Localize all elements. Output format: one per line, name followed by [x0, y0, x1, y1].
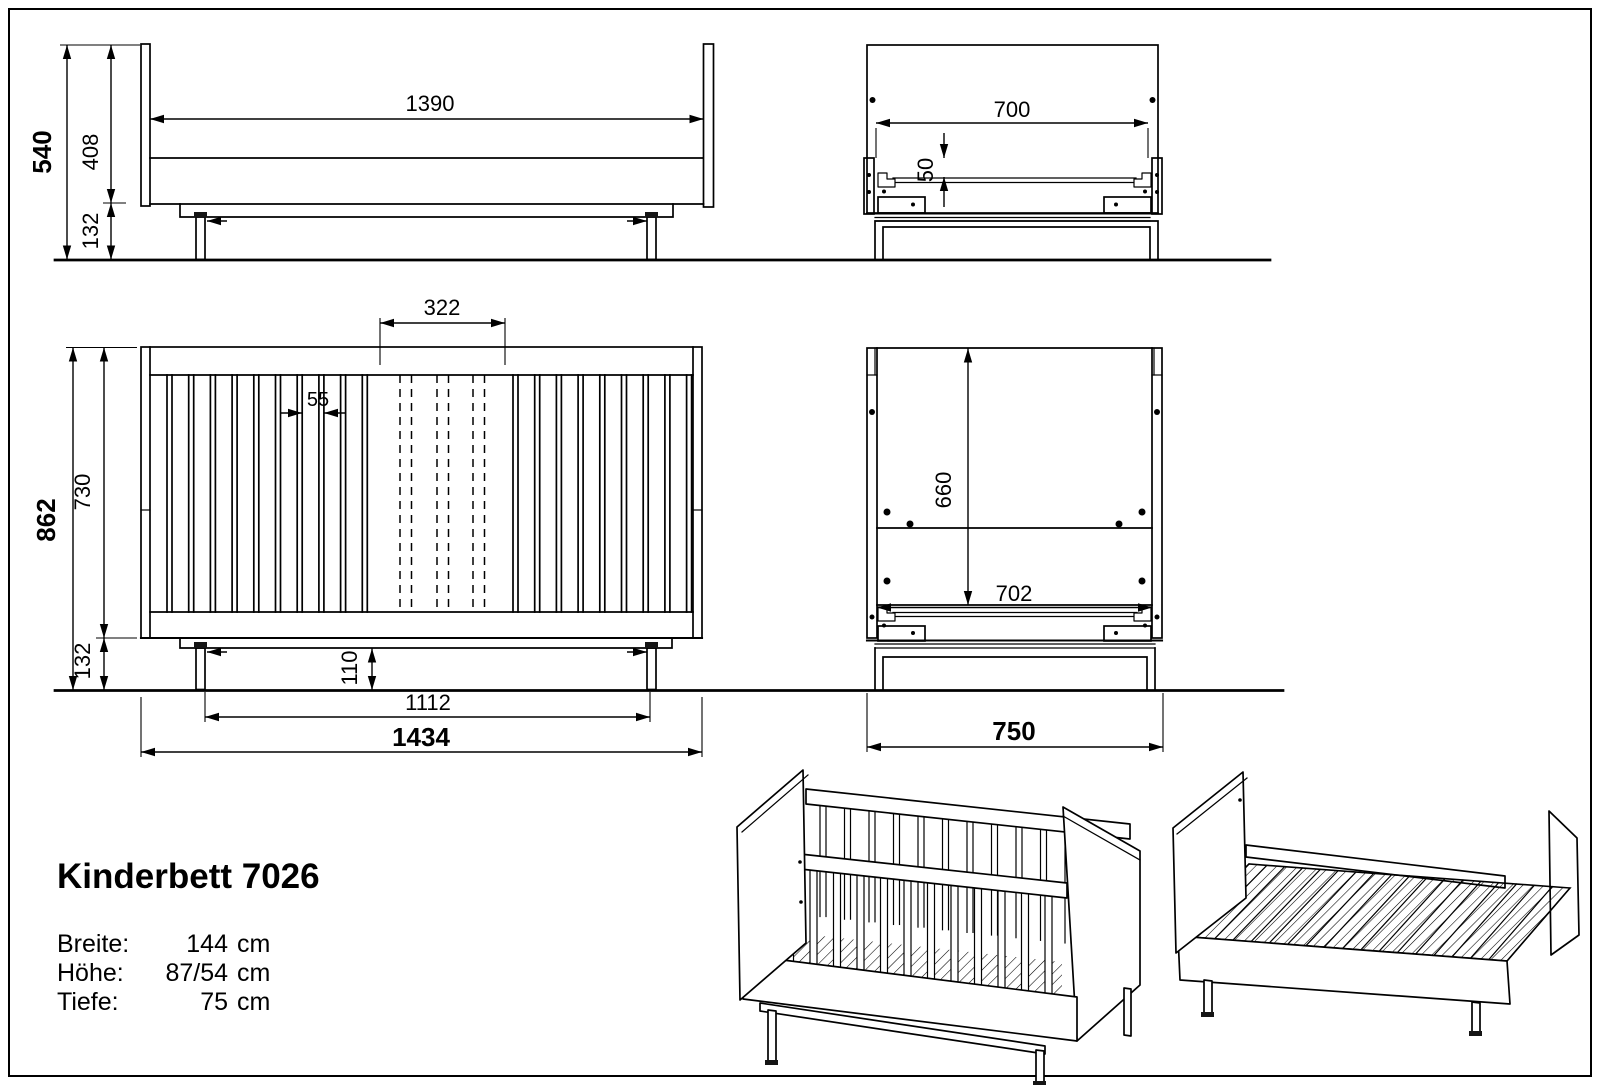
front-left-leg: [1204, 980, 1212, 1015]
right-leg-mount: [645, 212, 658, 218]
dim-label-1390: 1390: [405, 91, 455, 116]
front-slat: [975, 888, 982, 985]
floor-support-hole: [884, 509, 891, 516]
spec-value-tiefe: 75: [200, 988, 228, 1016]
post-hole: [1155, 615, 1160, 620]
dim-label-730: 730: [70, 473, 95, 511]
dim-label-660: 660: [931, 471, 956, 509]
spec-label-tiefe: Tiefe:: [57, 988, 119, 1016]
front-right-leg: [1472, 1002, 1480, 1034]
panel-screw: [799, 900, 803, 904]
panel-hole-left: [870, 97, 876, 103]
spec-label-breite: Breite:: [57, 930, 130, 958]
front-slat: [1022, 893, 1029, 991]
dim-label-700: 700: [993, 97, 1031, 122]
panel-hole-right: [1150, 97, 1156, 103]
panel-screw: [1238, 798, 1242, 802]
post-hole: [870, 615, 875, 620]
dim-label-322: 322: [423, 295, 461, 320]
back-right-leg: [1124, 988, 1131, 1036]
rail-screw: [1155, 173, 1159, 177]
dim-label-1434: 1434: [392, 722, 450, 752]
drawing-title: Kinderbett 7026: [57, 857, 320, 896]
front-slat: [904, 880, 911, 976]
dim-label-132: 132: [70, 642, 95, 680]
post-hole: [1154, 409, 1160, 415]
front-slat: [998, 891, 1005, 988]
dim-label-1112: 1112: [405, 690, 451, 715]
left-leg-mount: [194, 212, 207, 218]
block-screw: [1114, 203, 1118, 207]
front-left-foot: [765, 1060, 778, 1065]
spec-unit-hoehe: cm: [237, 959, 271, 987]
floor-support-hole: [1116, 521, 1123, 528]
floor-support-hole: [907, 521, 914, 528]
front-slat: [810, 870, 817, 964]
floor-support-hole: [884, 578, 891, 585]
block-screw: [911, 631, 915, 635]
front-slat: [857, 875, 864, 970]
front-right-foot: [1033, 1081, 1046, 1085]
dim-label-862: 862: [31, 498, 61, 542]
block-screw: [1114, 631, 1118, 635]
panel-screw: [798, 860, 802, 864]
front-right-foot: [1469, 1031, 1482, 1036]
dim-label-132: 132: [78, 212, 103, 250]
block-screw: [911, 203, 915, 207]
front-slat: [1045, 896, 1052, 994]
dim-label-702: 702: [995, 581, 1033, 606]
floor-support-hole: [1139, 509, 1146, 516]
front-slat: [928, 883, 935, 979]
post-hole: [869, 409, 875, 415]
front-left-foot: [1201, 1012, 1214, 1017]
left-leg-mount: [194, 642, 207, 648]
front-slat: [834, 873, 841, 968]
front-slat: [881, 878, 888, 973]
dim-label-55: 55: [306, 389, 330, 411]
spec-unit-tiefe: cm: [237, 988, 271, 1016]
spec-value-breite: 144: [186, 930, 228, 958]
front-right-leg: [1036, 1050, 1044, 1084]
bracket-screw: [1143, 190, 1147, 194]
dim-label-50: 50: [913, 157, 938, 183]
dim-label-540: 540: [27, 130, 57, 174]
spec-value-hoehe: 87/54: [165, 959, 228, 987]
bracket-screw: [882, 190, 886, 194]
front-left-leg: [768, 1010, 776, 1063]
rail-screw: [1155, 190, 1159, 194]
rail-screw: [867, 173, 871, 177]
rail-screw: [867, 190, 871, 194]
front-slat: [951, 885, 958, 982]
dim-label-750: 750: [992, 716, 1036, 746]
spec-label-hoehe: Höhe:: [57, 959, 124, 987]
floor-support-hole: [1139, 578, 1146, 585]
dim-label-408: 408: [78, 133, 103, 171]
spec-unit-breite: cm: [237, 930, 271, 958]
right-leg-mount: [645, 642, 658, 648]
dim-label-110: 110: [337, 650, 362, 686]
